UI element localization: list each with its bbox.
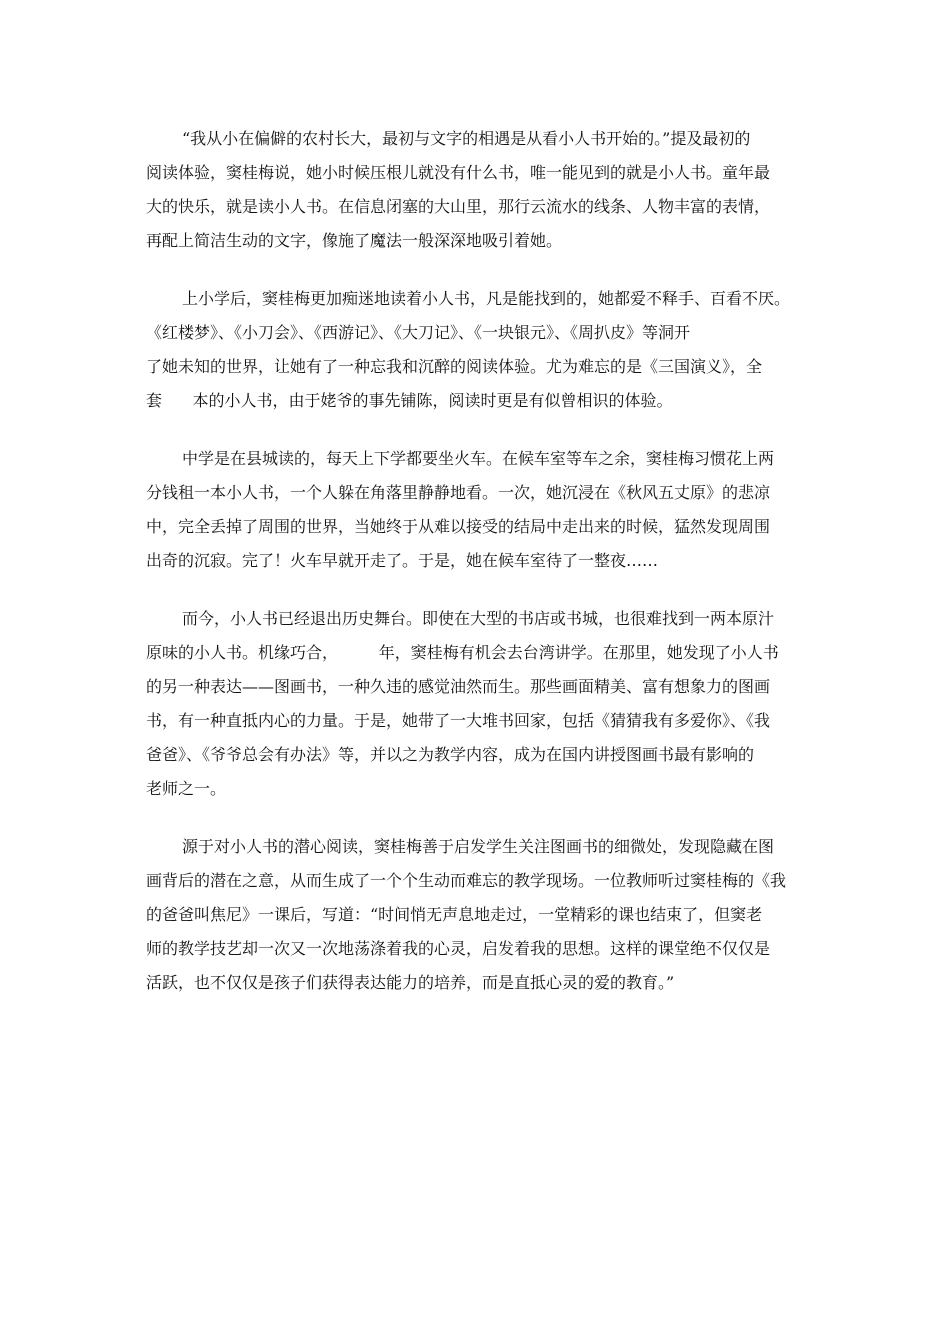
text-line: “我从小在偏僻的农村长大，最初与文字的相遇是从看小人书开始的。”提及最初的 <box>182 129 751 148</box>
text-line: 活跃，也不仅仅是孩子们获得表达能力的培养，而是直抵心灵的爱的教育。” <box>146 973 675 992</box>
article-body <box>146 122 806 1024</box>
text-line: 老师之一。 <box>146 779 227 798</box>
paragraph-4 <box>146 602 806 806</box>
paragraph-2 <box>146 282 806 418</box>
text-line: 套 本的小人书，由于姥爷的事先铺陈，阅读时更是有似曾相识的体验。 <box>146 391 673 410</box>
text-line: 源于对小人书的潜心阅读，窦桂梅善于启发学生关注图画书的细微处，发现隐藏在图 <box>182 837 775 856</box>
paragraph-1 <box>146 122 806 258</box>
text-line: 原味的小人书。机缘巧合， 年，窦桂梅有机会去台湾讲学。在那里，她发现了小人书 <box>146 643 779 662</box>
text-line: 爸爸》、《爷爷总会有办法》等，并以之为教学内容，成为在国内讲授图画书最有影响的 <box>146 745 755 764</box>
paragraph-5 <box>146 830 806 1000</box>
text-line: 书，有一种直抵内心的力量。于是，她带了一大堆书回家，包括《猜猜我有多爱你》、《我 <box>146 711 771 730</box>
text-line: 出奇的沉寂。完了！火车早就开走了。于是，她在候车室待了一整夜…… <box>146 551 659 570</box>
text-line: 再配上简洁生动的文字，像施了魔法一般深深地吸引着她。 <box>146 231 563 250</box>
text-line: 了她未知的世界，让她有了一种忘我和沉醉的阅读体验。尤为难忘的是《三国演义》，全 <box>146 357 763 376</box>
text-line: 上小学后，窦桂梅更加痴迷地读着小人书，凡是能找到的，她都爱不释手、百看不厌。 <box>182 289 791 308</box>
text-line: 的爸爸叫焦尼》一课后，写道：“时间悄无声息地走过，一堂精彩的课也结束了，但窦老 <box>146 905 763 924</box>
text-line: 大的快乐，就是读小人书。在信息闭塞的大山里，那行云流水的线条、人物丰富的表情， <box>146 197 771 216</box>
text-line: 而今，小人书已经退出历史舞台。即使在大型的书店或书城，也很难找到一两本原汁 <box>182 609 775 628</box>
text-line: 分钱租一本小人书，一个人躲在角落里静静地看。一次，她沉浸在《秋风五丈原》的悲凉 <box>146 483 771 502</box>
text-line: 师的教学技艺却一次又一次地荡涤着我的心灵，启发着我的思想。这样的课堂绝不仅仅是 <box>146 939 771 958</box>
text-line: 中，完全丢掉了周围的世界，当她终于从难以接受的结局中走出来的时候，猛然发现周围 <box>146 517 771 536</box>
text-line: 的另一种表达——图画书，一种久违的感觉油然而生。那些画面精美、富有想象力的图画 <box>146 677 771 696</box>
text-line: 画背后的潜在之意，从而生成了一个个生动而难忘的教学现场。一位教师听过窦桂梅的《我 <box>146 871 787 890</box>
text-line: 《红楼梦》、《小刀会》、《西游记》、《大刀记》、《一块银元》、《周扒皮》等洞开 <box>146 323 691 342</box>
paragraph-3 <box>146 442 806 578</box>
text-line: 中学是在县城读的，每天上下学都要坐火车。在候车室等车之余，窦桂梅习惯花上两 <box>182 449 775 468</box>
text-line: 阅读体验，窦桂梅说，她小时候压根儿就没有什么书，唯一能见到的就是小人书。童年最 <box>146 163 771 182</box>
